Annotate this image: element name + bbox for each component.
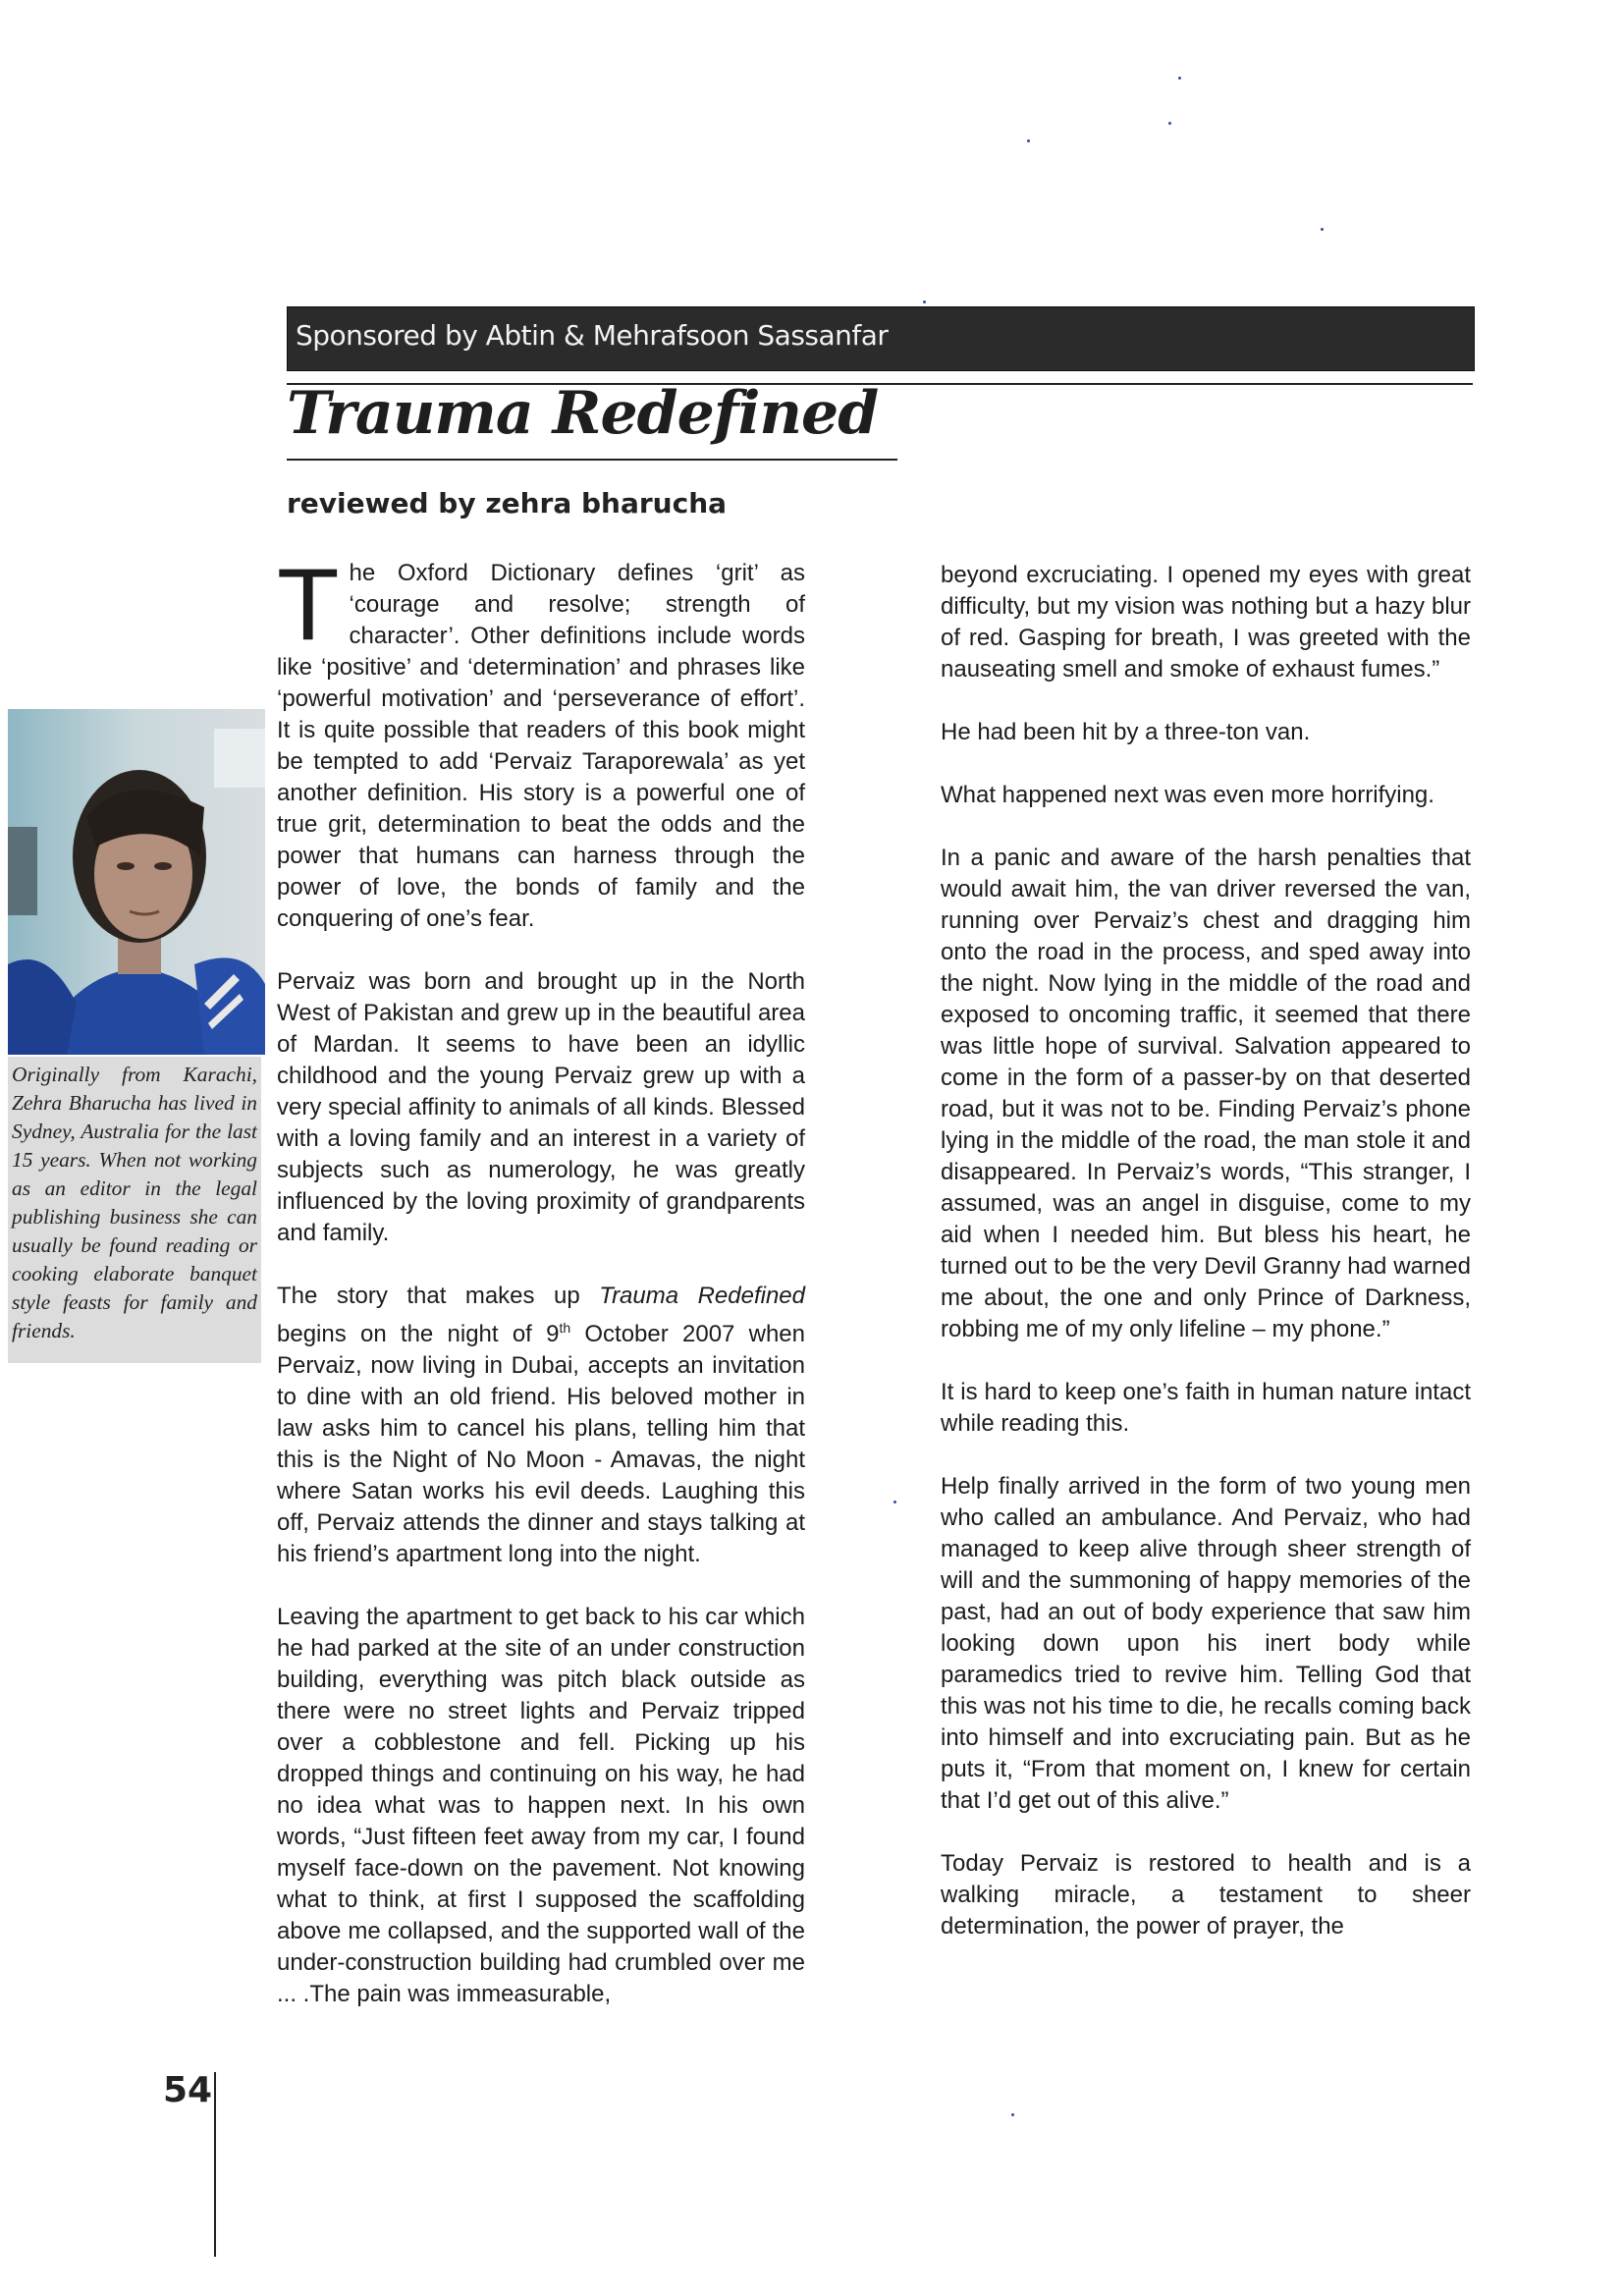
paragraph: beyond excruciating. I opened my eyes with great difficulty, but my vision was nothing but a hazy blur of red. Gasping for breath, I was greeted with the nauseating smell and smoke of exhaust fumes.” — [941, 562, 1471, 683]
scan-speck — [1011, 2113, 1014, 2116]
scan-speck — [1178, 77, 1181, 80]
paragraph-text: October 2007 when Pervaiz, now living in Dubai, accepts an invitation to dine with an old friend. His beloved mother in law asks him to cancel his plans, telling him that this is the Night of No Moon - Amavas, the night where Satan works his evil deeds. Laughing this off, Pervaiz attends the dinner and stays talking at his friend’s apartment long into the night. — [277, 1321, 806, 1567]
sponsor-text: Sponsored by Abtin & Mehrafsoon Sassanfar — [296, 319, 889, 352]
book-title-italic: Trauma Redefined — [599, 1283, 805, 1309]
article-column-1 — [277, 548, 806, 2042]
article-column-2 — [941, 560, 1471, 1974]
paragraph: What happened next was even more horrifying. — [941, 782, 1434, 808]
page-number: 54 — [163, 2070, 213, 2110]
scan-speck — [1027, 139, 1030, 142]
paragraph: Help finally arrived in the form of two young men who called an ambulance. And Pervaiz, who had managed to keep alive through sheer strength of will and the summoning of happy memories of the past, had an out of body experience that saw him looking down upon his inert body while paramedics tried to revive him. Telling God that this was not his time to die, he recalls coming back into himself and into excruciating pain. But as he puts it, “From that moment on, I knew for certain that I’d get out of this alive.” — [941, 1473, 1471, 1814]
drop-cap: T — [277, 548, 340, 662]
paragraph-intro — [277, 548, 805, 935]
superscript: th — [559, 1320, 571, 1336]
sponsor-banner — [287, 306, 1475, 371]
paragraph: It is hard to keep one’s faith in human nature intact while reading this. — [941, 1379, 1471, 1437]
paragraph: In a panic and aware of the harsh penalties that would await him, the van driver reversed the van, running over Pervaiz’s chest and dragging him onto the road in the process, and sped away into the night. Now lying in the middle of the road and exposed to oncoming traffic, it seemed that there was little hope of survival. Salvation appeared to come in the form of a passer-by on that deserted road, but it was not to be. Finding Pervaiz’s phone lying in the middle of the road, the man stole it and disappeared. In Pervaiz’s words, “This stranger, I assumed, was an angel in disguise, come to my aid when I needed him. But bless his heart, he turned out to be the very Devil Granny had warned me about, the one and only Prince of Darkness, robbing me of my only lifeline – my phone.” — [941, 845, 1471, 1342]
paragraph: Pervaiz was born and brought up in the North West of Pakistan and grew up in the beautiful area of Mardan. It seems to have been an idyllic childhood and the young Pervaiz grew up with a very special affinity to animals of all kinds. Blessed with a loving family and an interest in a variety of subjects such as numerology, he was greatly influenced by the loving proximity of grandparents and family. — [277, 968, 805, 1246]
scan-speck — [1168, 122, 1171, 125]
title-underline — [287, 459, 897, 461]
author-caption — [8, 1057, 261, 1363]
page-number-rule — [214, 2072, 216, 2257]
paragraph — [277, 1281, 805, 1570]
paragraph-text: begins on the night of 9 — [277, 1321, 560, 1347]
paragraph: Leaving the apartment to get back to his car which he had parked at the site of an under construction building, everything was pitch black outside as there were no street lights and Pervaiz tripped over a cobblestone and fell. Picking up his dropped things and continuing on his way, he had no idea what was to happen next. In his own words, “Just fifteen feet away from my car, I found myself face-down on the pavement. Not knowing what to think, at first I supposed the scaffolding above me collapsed, and the supported wall of the under-construction building had crumbled over me ... .The pain was immeasurable, — [277, 1604, 805, 2007]
paragraph-text: The story that makes up — [277, 1283, 600, 1309]
scan-speck — [1321, 228, 1324, 231]
paragraph: Today Pervaiz is restored to health and is a walking miracle, a testament to sheer determination, the power of prayer, the — [941, 1850, 1471, 1940]
paragraph: He had been hit by a three-ton van. — [941, 719, 1311, 745]
author-portrait-icon — [8, 709, 265, 1055]
caption-text: Originally from Karachi, Zehra Bharucha has lived in Sydney, Australia for the last 15 years. When not working as an editor in the legal publishing business she can usually be found reading or cooking elaborate banquet style feasts for family and friends. — [12, 1063, 257, 1342]
author-photo — [8, 709, 265, 1055]
article-title: Trauma Redefined — [287, 379, 879, 448]
paragraph-text: he Oxford Dictionary defines ‘grit’ as ‘courage and resolve; strength of character’. Other definitions include words like ‘positive’ and ‘determination’ and phrases like ‘powerful motivation’ and ‘perseverance of effort’. It is quite possible that readers of this book might be tempted to add ‘Pervaiz Taraporewala’ as yet another definition. His story is a powerful one of true grit, determination to beat the odds and the power that humans can harness through the power of love, the bonds of family and the conquering of one’s fear. — [277, 560, 805, 932]
byline: reviewed by zehra bharucha — [287, 487, 728, 519]
scan-speck — [893, 1501, 896, 1503]
scan-speck — [923, 301, 926, 303]
